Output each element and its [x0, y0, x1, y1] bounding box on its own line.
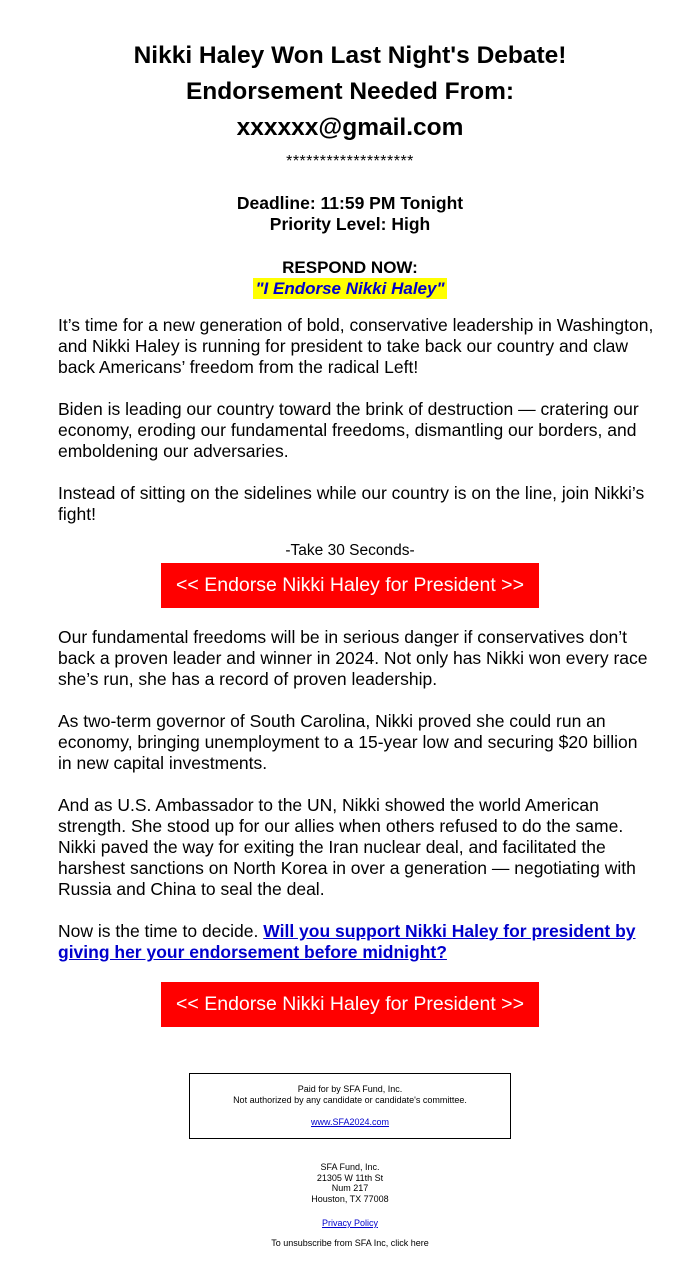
headline-email: xxxxxx@gmail.com [236, 114, 464, 141]
body-paragraph-6: And as U.S. Ambassador to the UN, Nikki showed the world American strength. She stood up for our allies when others refused to do the same. Nikki paved the way for exiting the Iran nuclear deal, and facilitated the harshest sanctions on North Korea in over a generation — negotiating with Russia and China to seal the deal. [58, 795, 636, 899]
priority-text: Priority Level: High [269, 214, 431, 234]
respond-label: RESPOND NOW: [282, 258, 418, 277]
address-name: SFA Fund, Inc. [320, 1162, 380, 1172]
deadline-block [0, 193, 700, 235]
disclaimer-box [189, 1073, 511, 1139]
decide-text: Now is the time to decide. [58, 921, 264, 941]
endorse-button-bottom[interactable]: << Endorse Nikki Haley for President >> [161, 982, 539, 1027]
mailing-address [0, 1162, 700, 1204]
headline-line-1: Nikki Haley Won Last Night's Debate! [133, 42, 567, 69]
unsubscribe-text[interactable]: To unsubscribe from SFA Inc, click here [271, 1238, 429, 1248]
paid-for-text: Paid for by SFA Fund, Inc. [297, 1084, 403, 1094]
body-paragraph-3: Instead of sitting on the sidelines while our country is on the line, join Nikki’s fight! [58, 483, 645, 524]
endorse-quote-highlight: "I Endorse Nikki Haley" [255, 279, 445, 298]
address-unit: Num 217 [331, 1183, 369, 1193]
body-paragraph-7 [58, 921, 654, 963]
address-city: Houston, TX 77008 [311, 1193, 389, 1204]
website-link[interactable]: www.SFA2024.com [310, 1117, 390, 1127]
privacy-policy-link[interactable]: Privacy Policy [321, 1218, 378, 1228]
endorsement-question-link[interactable]: Will you support Nikki Haley for president by giving her your endorsement before midnight? [58, 921, 636, 962]
headline [0, 38, 700, 146]
respond-block [0, 257, 700, 299]
endorse-button-top[interactable]: << Endorse Nikki Haley for President >> [161, 563, 539, 608]
body-paragraph-2: Biden is leading our country toward the brink of destruction — cratering our economy, eroding our fundamental freedoms, dismantling our borders, and emboldening our adversaries. [58, 399, 639, 461]
asterisk-divider: ******************* [286, 153, 414, 170]
deadline-text: Deadline: 11:59 PM Tonight [236, 193, 464, 213]
body-paragraph-1: It’s time for a new generation of bold, conservative leadership in Washington, and Nikki Haley is running for president to take back our country and claw back Americans’ freedom from the radical Left! [58, 315, 654, 377]
body-paragraph-4: Our fundamental freedoms will be in serious danger if conservatives don’t back a proven leader and winner in 2024. Not only has Nikki won every race she’s run, she has a record of proven leadership. [58, 627, 648, 689]
take-30-seconds-label: -Take 30 Seconds- [285, 542, 415, 559]
headline-line-2: Endorsement Needed From: [185, 78, 515, 105]
address-street: 21305 W 11th St [316, 1172, 384, 1183]
privacy-row [0, 1218, 700, 1229]
body-paragraph-5: As two-term governor of South Carolina, Nikki proved she could run an economy, bringing unemployment to a 15-year low and securing $20 billion in new capital investments. [58, 711, 638, 773]
not-authorized-text: Not authorized by any candidate or candidate's committee. [233, 1095, 467, 1105]
